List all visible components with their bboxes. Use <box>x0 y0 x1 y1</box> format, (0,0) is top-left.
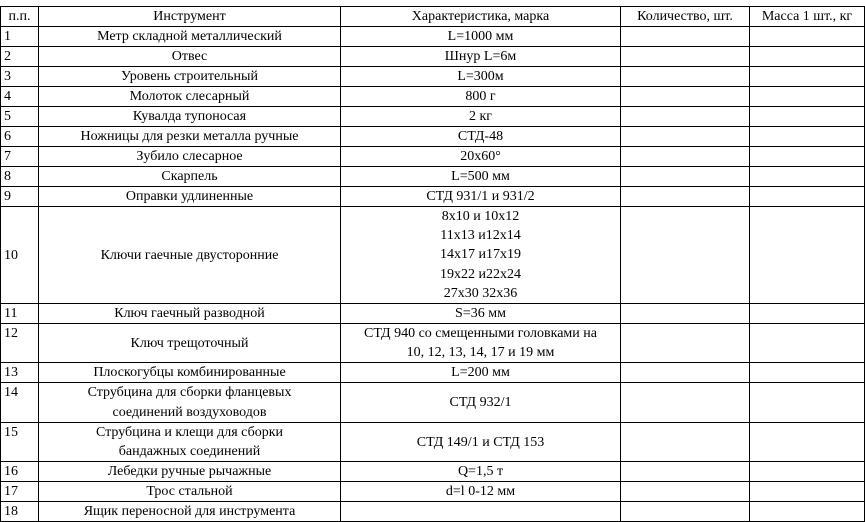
mass-cell <box>750 324 865 363</box>
quantity-cell <box>621 127 750 147</box>
row-number: 8 <box>1 167 39 187</box>
row-number: 7 <box>1 147 39 167</box>
tool-name: Зубило слесарное <box>39 147 341 167</box>
tool-name: Лебедки ручные рычажные <box>39 462 341 482</box>
quantity-cell <box>621 462 750 482</box>
table-row <box>1 502 865 522</box>
row-number: 16 <box>1 462 39 482</box>
mass-cell <box>750 107 865 127</box>
spec-line: 8х10 и 10х12 <box>441 209 520 224</box>
spec-line: 10, 12, 13, 14, 17 и 19 мм <box>406 345 555 361</box>
tool-name-line: Струбцина для сборки фланцевых <box>87 385 292 401</box>
header-number: п.п. <box>1 7 39 27</box>
row-number: 13 <box>1 363 39 383</box>
spec-line: СТД 940 со смещенными головками на <box>364 326 597 342</box>
table-row <box>1 383 865 422</box>
tool-name-line: соединений воздуховодов <box>112 404 267 420</box>
tool-spec <box>341 207 621 304</box>
row-number: 4 <box>1 87 39 107</box>
quantity-cell <box>621 304 750 324</box>
row-number: 5 <box>1 107 39 127</box>
mass-cell <box>750 127 865 147</box>
header-mass: Масса 1 шт., кг <box>750 7 865 27</box>
row-number: 15 <box>1 422 39 461</box>
table-row <box>1 27 865 47</box>
mass-cell <box>750 462 865 482</box>
quantity-cell <box>621 383 750 422</box>
table-row <box>1 147 865 167</box>
tool-name: Кувалда тупоносая <box>39 107 341 127</box>
tool-name: Ножницы для резки металла ручные <box>39 127 341 147</box>
mass-cell <box>750 27 865 47</box>
table-row <box>1 324 865 363</box>
tool-spec: 800 г <box>341 87 621 107</box>
tool-spec: S=36 мм <box>341 304 621 324</box>
mass-cell <box>750 187 865 207</box>
spec-line: 14х17 и17х19 <box>440 247 521 263</box>
tool-spec: Шнур L=6м <box>341 47 621 67</box>
row-number: 9 <box>1 187 39 207</box>
tool-spec: 2 кг <box>341 107 621 127</box>
row-number: 6 <box>1 127 39 147</box>
quantity-cell <box>621 47 750 67</box>
tool-name: Уровень строительный <box>39 67 341 87</box>
mass-cell <box>750 422 865 461</box>
spec-line: 11х13 и12х14 <box>440 228 521 244</box>
tool-name: Трос стальной <box>39 482 341 502</box>
table-row <box>1 187 865 207</box>
quantity-cell <box>621 107 750 127</box>
tool-name: Оправки удлиненные <box>39 187 341 207</box>
row-number: 1 <box>1 27 39 47</box>
mass-cell <box>750 482 865 502</box>
quantity-cell <box>621 187 750 207</box>
row-number: 10 <box>1 207 39 304</box>
tool-spec: L=200 мм <box>341 363 621 383</box>
tool-spec: СТД 149/1 и СТД 153 <box>341 422 621 461</box>
quantity-cell <box>621 422 750 461</box>
table-row <box>1 363 865 383</box>
mass-cell <box>750 67 865 87</box>
tool-name: Ключ трещоточный <box>39 324 341 363</box>
tool-spec: L=1000 мм <box>341 27 621 47</box>
row-number: 17 <box>1 482 39 502</box>
header-spec: Характеристика, марка <box>341 7 621 27</box>
tool-name: Молоток слесарный <box>39 87 341 107</box>
quantity-cell <box>621 167 750 187</box>
table-row <box>1 422 865 461</box>
table-row <box>1 87 865 107</box>
row-number: 18 <box>1 502 39 522</box>
tool-spec <box>341 502 621 522</box>
header-quantity: Количество, шт. <box>621 7 750 27</box>
table-row <box>1 207 865 304</box>
tool-name: Отвес <box>39 47 341 67</box>
header-tool: Инструмент <box>39 7 341 27</box>
quantity-cell <box>621 67 750 87</box>
tool-name: Скарпель <box>39 167 341 187</box>
table-row <box>1 47 865 67</box>
quantity-cell <box>621 87 750 107</box>
table-row <box>1 167 865 187</box>
tool-spec: СТД 931/1 и 931/2 <box>341 187 621 207</box>
tool-spec: СТД 932/1 <box>341 383 621 422</box>
quantity-cell <box>621 482 750 502</box>
tool-spec: 20х60° <box>341 147 621 167</box>
tool-name <box>39 422 341 461</box>
tool-spec: СТД-48 <box>341 127 621 147</box>
tool-spec <box>341 324 621 363</box>
quantity-cell <box>621 207 750 304</box>
tool-name: Плоскогубцы комбинированные <box>39 363 341 383</box>
table-row <box>1 127 865 147</box>
table-row <box>1 107 865 127</box>
mass-cell <box>750 304 865 324</box>
mass-cell <box>750 363 865 383</box>
mass-cell <box>750 502 865 522</box>
mass-cell <box>750 87 865 107</box>
tool-name <box>39 383 341 422</box>
tool-spec: L=500 мм <box>341 167 621 187</box>
tool-name-line: бандажных соединений <box>118 444 261 460</box>
mass-cell <box>750 167 865 187</box>
quantity-cell <box>621 27 750 47</box>
tool-name: Метр складной металлический <box>39 27 341 47</box>
tools-table <box>0 6 865 522</box>
mass-cell <box>750 47 865 67</box>
row-number: 2 <box>1 47 39 67</box>
table-row <box>1 462 865 482</box>
spec-line: 19х22 и22х24 <box>440 266 521 282</box>
tool-name: Ключ гаечный разводной <box>39 304 341 324</box>
mass-cell <box>750 147 865 167</box>
tool-name: Ключи гаечные двусторонние <box>39 207 341 304</box>
quantity-cell <box>621 324 750 363</box>
quantity-cell <box>621 502 750 522</box>
table-row <box>1 67 865 87</box>
tool-name-line: Струбцина и клещи для сборки <box>95 424 283 440</box>
table-row <box>1 304 865 324</box>
tool-spec: L=300м <box>341 67 621 87</box>
quantity-cell <box>621 363 750 383</box>
table-header-row <box>1 7 865 27</box>
row-number: 11 <box>1 304 39 324</box>
spec-line: 27х30 32х36 <box>443 285 518 301</box>
row-number: 14 <box>1 383 39 422</box>
mass-cell <box>750 383 865 422</box>
row-number: 12 <box>1 324 39 363</box>
tool-name: Ящик переносной для инструмента <box>39 502 341 522</box>
table-row <box>1 482 865 502</box>
quantity-cell <box>621 147 750 167</box>
mass-cell <box>750 207 865 304</box>
row-number: 3 <box>1 67 39 87</box>
tool-spec: Q=1,5 т <box>341 462 621 482</box>
tool-spec: d=l 0-12 мм <box>341 482 621 502</box>
